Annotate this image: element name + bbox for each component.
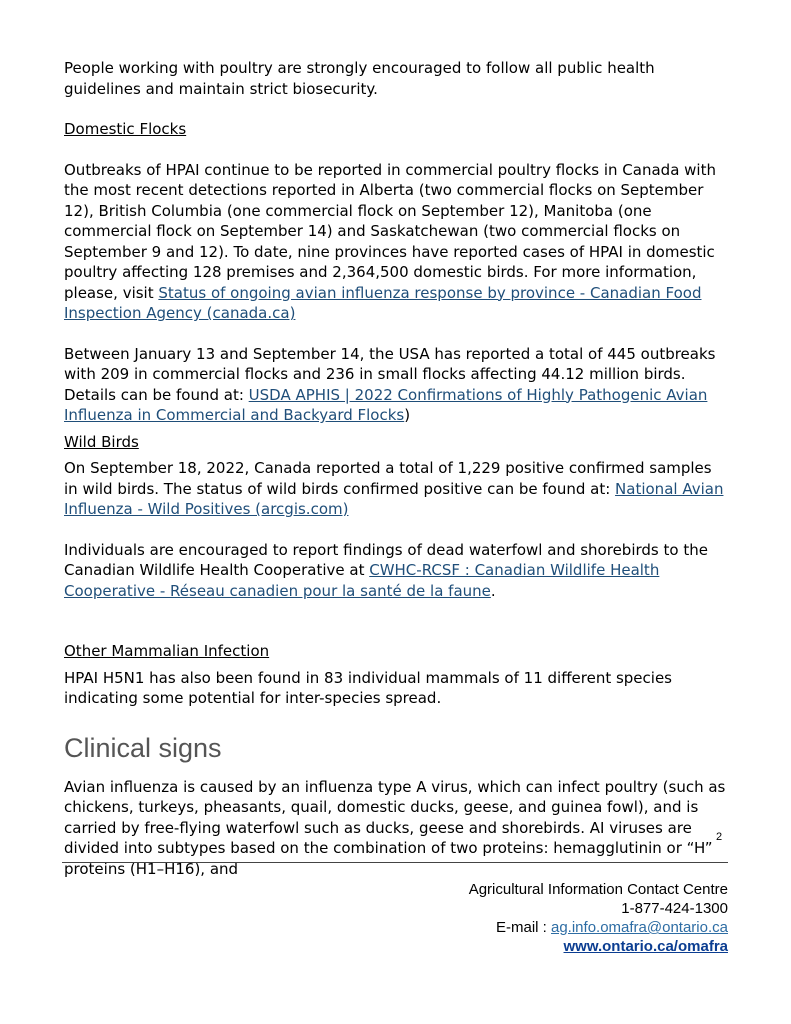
usda-aphis-link[interactable]: USDA APHIS | 2022 Confirmations of Highly Pathogenic Avian Influenza in Commercial and Backyard Flocks (64, 385, 708, 424)
cwhc-link[interactable]: CWHC-RCSF : Canadian Wildlife Health Cooperative - Réseau canadien pour la santé de la faune (64, 561, 660, 600)
domestic-paragraph-2 (64, 344, 730, 426)
domestic-p1-text: Outbreaks of HPAI continue to be reported in commercial poultry flocks in Canada with the most recent detections reported in Alberta (two commercial flocks on September 12), British Columbia (one commercial flock on September 12), Manitoba (one commercial flock on September 14) and Saskatchewan (two commercial flocks on September 9 and 12). To date, nine provinces have reported cases of HPAI in domestic poultry affecting 128 premises and 2,364,500 domestic birds. For more information, please, visit (64, 160, 716, 302)
clinical-paragraph: Avian influenza is caused by an influenza type A virus, which can infect poultry (such as chickens, turkeys, pheasants, quail, domestic ducks, geese, and guinea fowl), and is carried by free-flying waterfowl such as ducks, geese and shorebirds. AI viruses are divided into subtypes based on the combination of two proteins: hemagglutinin or “H” proteins (H1–H16), and (64, 777, 726, 878)
cfia-status-link[interactable]: Status of ongoing avian influenza response by province - Canadian Food Inspection Agency (canada.ca) (64, 283, 702, 322)
footer-email-link[interactable]: ag.info.omafra@ontario.ca (551, 919, 728, 936)
footer-website-link[interactable]: www.ontario.ca/omafra (563, 938, 728, 955)
wild-birds-heading: Wild Birds (64, 432, 139, 451)
page-number: 2 (716, 831, 723, 843)
clinical-signs-title: Clinical signs (64, 732, 222, 763)
intro-paragraph: People working with poultry are strongly encouraged to follow all public health guidelines and maintain strict biosecurity. (64, 59, 655, 98)
domestic-paragraph-1 (64, 160, 730, 324)
wild-positives-link[interactable]: National Avian Influenza - Wild Positives (arcgis.com) (64, 479, 724, 518)
wild-paragraph-2 (64, 540, 730, 602)
footer-contact (469, 880, 728, 956)
mammal-paragraph: HPAI H5N1 has also been found in 83 individual mammals of 11 different species indicating some potential for inter-species spread. (64, 668, 672, 707)
footer-website-line (469, 937, 728, 956)
footer-email-line (469, 918, 728, 937)
footer-phone: 1-877-424-1300 (621, 900, 728, 917)
wild-p2-after: . (490, 581, 496, 600)
domestic-flocks-heading: Domestic Flocks (64, 120, 187, 138)
wild-paragraph-1 (64, 458, 730, 520)
footer-divider (62, 862, 728, 863)
wild-p1-text: On September 18, 2022, Canada reported a total of 1,229 positive confirmed samples in wild birds. The status of wild birds confirmed positive can be found at: (64, 459, 712, 498)
footer-email-label: E-mail : (495, 919, 551, 936)
mammal-heading: Other Mammalian Infection (64, 642, 270, 660)
domestic-p2-after: ) (404, 406, 411, 424)
wild-p2-text: Individuals are encouraged to report findings of dead waterfowl and shorebirds to the Canadian Wildlife Health Cooperative at (64, 540, 708, 579)
domestic-p2-text: Between January 13 and September 14, the USA has reported a total of 445 outbreaks with 209 in commercial flocks and 236 in small flocks affecting 44.12 million birds. Details can be found at: (64, 344, 716, 404)
document-body (64, 58, 730, 879)
footer-org: Agricultural Information Contact Centre (468, 881, 728, 898)
